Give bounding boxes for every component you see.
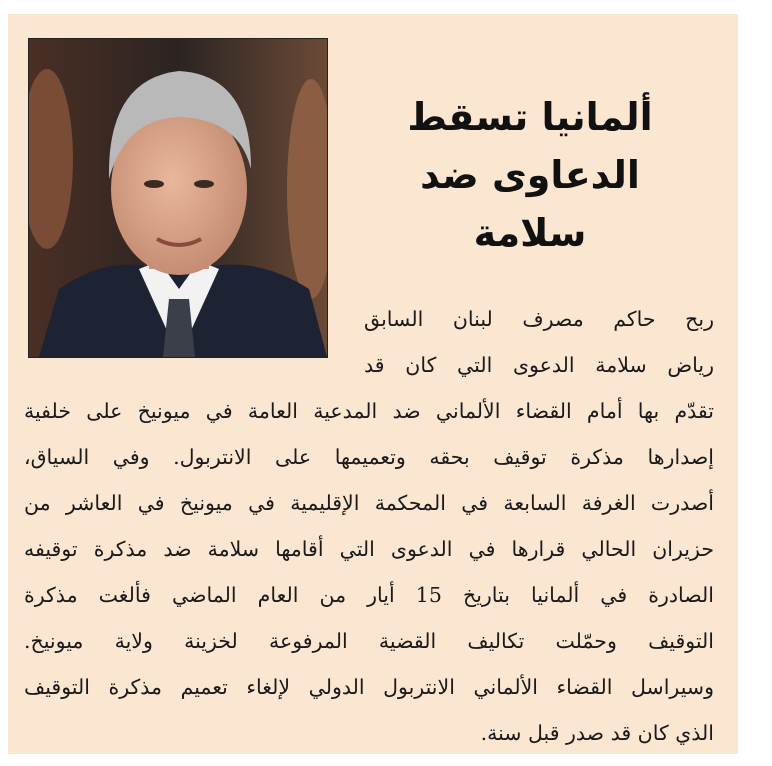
headline-line-2: الدعاوى ضد سلامة: [420, 153, 640, 255]
body-line: ربح حاكم مصرف لبنان السابق: [364, 307, 714, 331]
body-line: وسيراسل القضاء الألماني الانتربول الدولي لإلغاء تعميم مذكرة التوقيف: [24, 675, 714, 699]
body-line: حزيران الحالي قرارها في الدعوى التي أقامها سلامة ضد مذكرة توقيفه: [24, 537, 714, 561]
body-line: الصادرة في ألمانيا بتاريخ 15 أيار من العام الماضي فألغت مذكرة: [24, 583, 714, 607]
body-line: تقدّم بها أمام القضاء الألماني ضد المدعية العامة في ميونيخ على خلفية: [24, 399, 714, 423]
headline: [380, 88, 680, 262]
body-line: رياض سلامة الدعوى التي كان قد: [364, 353, 714, 377]
article-body: [24, 296, 714, 756]
body-line: إصدارها مذكرة توقيف بحقه وتعميمها على الانتربول. وفي السياق،: [24, 445, 714, 469]
body-line: أصدرت الغرفة السابعة في المحكمة الإقليمية في ميونيخ في العاشر من: [24, 491, 714, 515]
body-line: التوقيف وحمّلت تكاليف القضية المرفوعة لخزينة ولاية ميونيخ.: [24, 629, 714, 653]
body-line: الذي كان قد صدر قبل سنة.: [480, 721, 714, 745]
headline-line-1: ألمانيا تسقط: [407, 95, 653, 139]
